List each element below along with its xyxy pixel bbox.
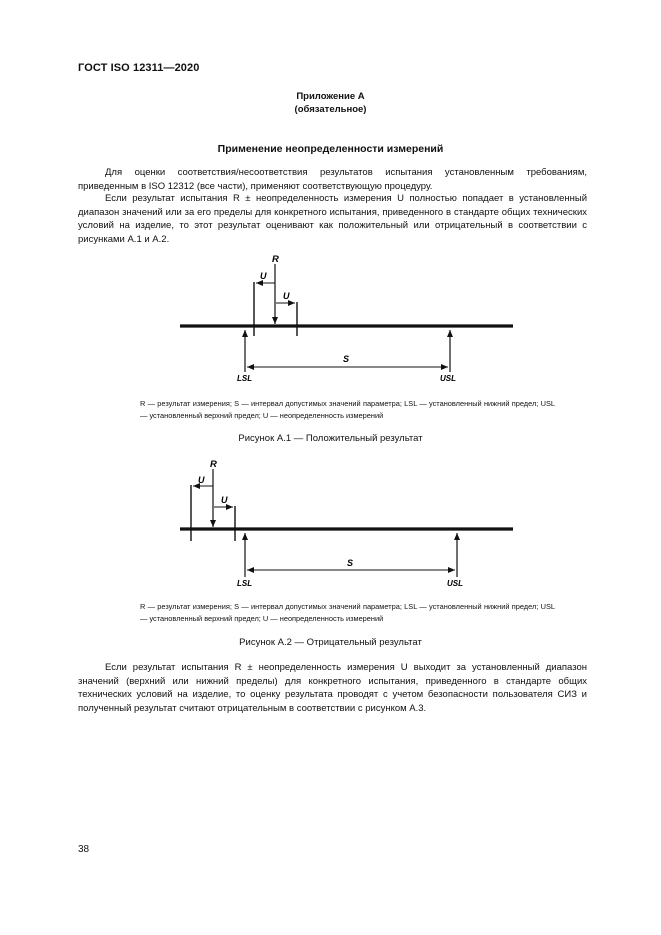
page-number: 38 <box>78 844 90 855</box>
fig1-r-label: R <box>272 254 279 265</box>
figure-2-caption: Рисунок А.2 — Отрицательный результат <box>239 637 422 648</box>
section-title: Применение неопределенности измерений <box>217 143 444 155</box>
paragraph-2: Если результат испытания R ± неопределенность измерения U полностью попадает в установленный диапазон значений или за его пределы для конкретного испытания, приведенного в стандарте общих технических условий на изделие, то этот результат оценивают как положительный или отрицательный в соответствии с рисунками А.1 и А.2. <box>78 193 587 245</box>
figure-1-legend: R — результат измерения; S — интервал допустимых значений параметра; LSL — установленный нижний предел; USL — установленный верхний предел; U — неопределенность измерений <box>140 399 555 420</box>
fig1-u-left-label: U <box>260 271 267 281</box>
fig1-u-right-label: U <box>283 291 290 301</box>
fig2-usl-label: USL <box>447 579 463 588</box>
fig2-u-right-label: U <box>221 495 228 505</box>
figure-1-caption: Рисунок А.1 — Положительный результат <box>238 433 423 444</box>
paragraph-1: Для оценки соответствия/несоответствия результатов испытания установленным требованиям, приведенным в ISO 12312 (все части), применяют соответствующую процедуру. <box>78 167 587 192</box>
figure-2-legend: R — результат измерения; S — интервал допустимых значений параметра; LSL — установленный нижний предел; USL — установленный верхний предел; U — неопределенность измерений <box>140 602 555 623</box>
annex-subtitle: (обязательное) <box>294 104 367 115</box>
fig1-usl-label: USL <box>440 374 456 383</box>
annex-title: Приложение А <box>296 91 365 102</box>
fig2-lsl-label: LSL <box>237 579 253 588</box>
fig1-lsl-label: LSL <box>237 374 253 383</box>
figure-1-diagram <box>0 250 661 390</box>
paragraph-3: Если результат испытания R ± неопределенность измерения U выходит за установленный диапазон значений (верхний или нижний пределы) для конкретного испытания, приведенного в стандарте общих технических условий на изделие, то оценку результата проводят с учетом безопасности пользователя СИЗ и полученный результат считают отрицательным в соответствии с рисунком А.3. <box>78 662 587 714</box>
figure-2-diagram <box>0 455 661 595</box>
fig2-r-label: R <box>210 459 217 470</box>
fig1-s-label: S <box>343 354 350 364</box>
fig2-s-label: S <box>347 558 354 568</box>
fig2-u-left-label: U <box>198 475 205 485</box>
document-number: ГОСТ ISO 12311—2020 <box>78 62 200 74</box>
